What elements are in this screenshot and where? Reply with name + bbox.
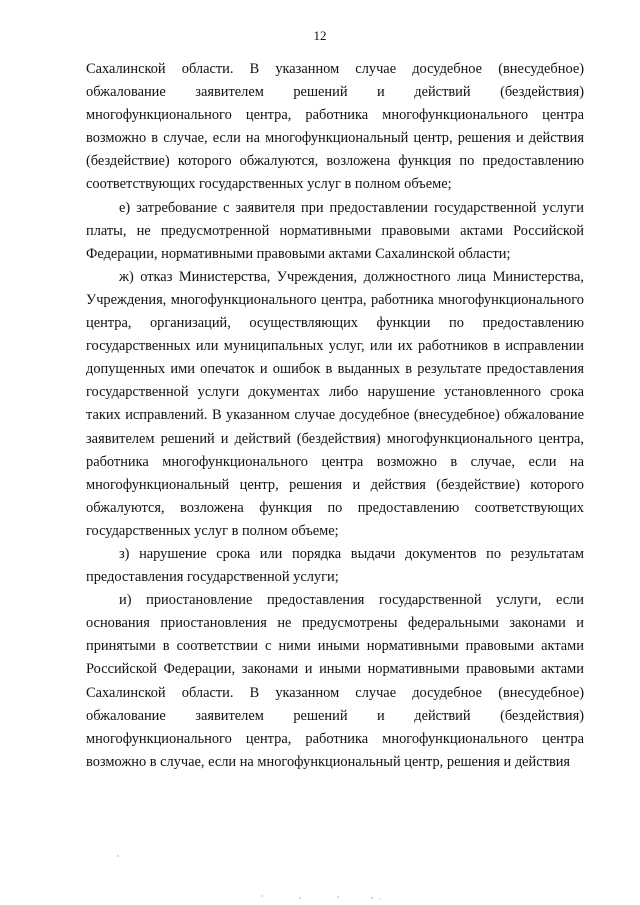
paragraph-item-zh: ж) отказ Министерства, Учреждения, должностного лица Министерства, Учреждения, многофункционального центра, работника многофункционального центра, организаций, осуществляющих функции по предоставлению государственных или муниципальных услуг, или их работников в исправлении допущенных ими опечаток и ошибок в выданных в результате предоставления государственной услуги документах либо нарушение установленного срока таких исправлений. В указанном случае досудебное (внесудебное) обжалование заявителем решений и действий (бездействия) многофункционального центра, работника многофункционального центра возможно в случае, если на многофункциональный центр, решения и действия (бездействие) которого обжалуются, возложена функция по предоставлению соответствующих государственных услуг в полном объеме; [86, 268, 584, 539]
paragraph-continuation: Сахалинской области. В указанном случае досудебное (внесудебное) обжалование заявителем решений и действий (бездействия) многофункционального центра, работника многофункционального центра возможно в случае, если на многофункциональный центр, решения и действия (бездействие) которого обжалуются, возложена функция по предоставлению соответствующих государственных услуг в полном объеме; [86, 61, 584, 193]
paragraph-item-i: и) приостановление предоставления государственной услуги, если основания приостановления не предусмотрены федеральными законами и принятыми в соответствии с ними иными нормативными правовыми актами Российской Федерации, законами и иными нормативными правовыми актами Сахалинской области. В указанном случае досудебное (внесудебное) обжалование заявителем решений и действий (бездействия) многофункционального центра, работника многофункционального центра возможно в случае, если на многофункциональный центр, решения и действия [86, 592, 584, 770]
document-body [86, 58, 584, 774]
page-number: 12 [313, 28, 327, 43]
paragraph-item-z: з) нарушение срока или порядка выдачи документов по результатам предоставления государственной услуги; [86, 545, 584, 586]
paragraph-item-e: е) затребование с заявителя при предоставлении государственной услуги платы, не предусмотренной нормативными правовыми актами Российской Федерации, нормативными правовыми актами Сахалинской области; [86, 199, 584, 262]
